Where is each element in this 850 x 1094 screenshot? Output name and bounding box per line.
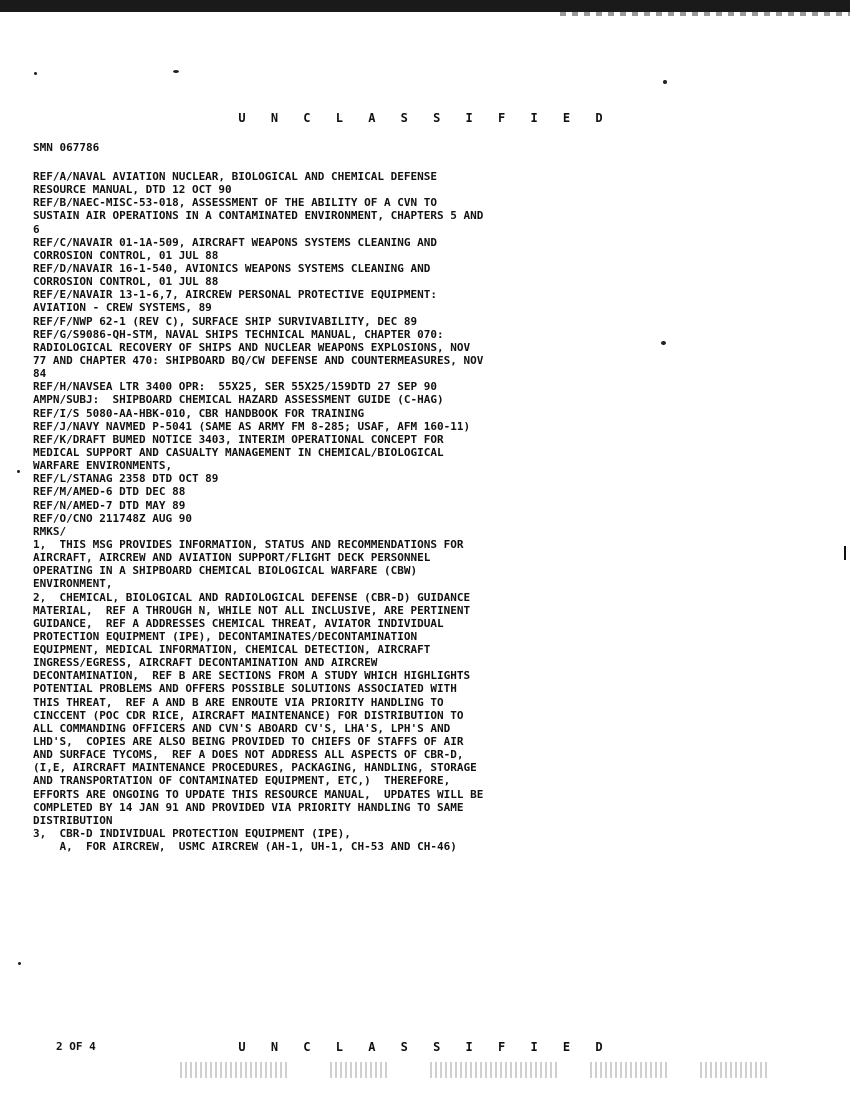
body-line: RADIOLOGICAL RECOVERY OF SHIPS AND NUCLEAR WEAPONS EXPLOSIONS, NOV <box>33 340 471 354</box>
body-line: ALL COMMANDING OFFICERS AND CVN'S ABOARD CV'S, LHA'S, LPH'S AND <box>33 721 451 735</box>
body-line: WARFARE ENVIRONMENTS, <box>33 459 173 473</box>
scan-top-edge <box>0 0 850 12</box>
body-line: ENVIRONMENT, <box>33 577 113 591</box>
body-line: REF/D/NAVAIR 16-1-540, AVIONICS WEAPONS SYSTEMS CLEANING AND <box>33 261 431 275</box>
classification-header: U N C L A S S I F I E D <box>238 111 612 125</box>
scan-margin-mark <box>844 546 846 560</box>
body-line: AND TRANSPORTATION OF CONTAMINATED EQUIPMENT, ETC,) THEREFORE, <box>33 774 451 788</box>
body-line: DECONTAMINATION, REF B ARE SECTIONS FROM A STUDY WHICH HIGHLIGHTS <box>33 669 471 683</box>
body-line: REF/N/AMED-7 DTD MAY 89 <box>33 498 186 512</box>
scan-speck <box>663 80 667 84</box>
body-line: REF/C/NAVAIR 01-1A-509, AIRCRAFT WEAPONS SYSTEMS CLEANING AND <box>33 235 437 249</box>
body-line: EQUIPMENT, MEDICAL INFORMATION, CHEMICAL DETECTION, AIRCRAFT <box>33 643 431 657</box>
body-line: A, FOR AIRCREW, USMC AIRCREW (AH-1, UH-1, CH-53 AND CH-46) <box>33 840 457 854</box>
body-line: OPERATING IN A SHIPBOARD CHEMICAL BIOLOGICAL WARFARE (CBW) <box>33 564 418 578</box>
body-line: CORROSION CONTROL, 01 JUL 88 <box>33 248 219 262</box>
body-line: REF/B/NAEC-MISC-53-018, ASSESSMENT OF THE ABILITY OF A CVN TO <box>33 196 437 210</box>
body-line: REF/M/AMED-6 DTD DEC 88 <box>33 485 186 499</box>
scan-speck <box>34 72 37 75</box>
body-line: REF/H/NAVSEA LTR 3400 OPR: 55X25, SER 55X25/159DTD 27 SEP 90 <box>33 380 437 394</box>
body-line: GUIDANCE, REF A ADDRESSES CHEMICAL THREAT, AVIATOR INDIVIDUAL <box>33 616 444 630</box>
body-line: POTENTIAL PROBLEMS AND OFFERS POSSIBLE SOLUTIONS ASSOCIATED WITH <box>33 682 457 696</box>
body-line: SUSTAIN AIR OPERATIONS IN A CONTAMINATED ENVIRONMENT, CHAPTERS 5 AND <box>33 209 484 223</box>
body-line: 3, CBR-D INDIVIDUAL PROTECTION EQUIPMENT (IPE), <box>33 827 351 841</box>
body-line: REF/G/S9086-QH-STM, NAVAL SHIPS TECHNICAL MANUAL, CHAPTER 070: <box>33 327 444 341</box>
body-line: REF/E/NAVAIR 13-1-6,7, AIRCREW PERSONAL PROTECTIVE EQUIPMENT: <box>33 288 437 302</box>
scan-noise <box>180 1062 290 1078</box>
body-line: AIRCRAFT, AIRCREW AND AVIATION SUPPORT/FLIGHT DECK PERSONNEL <box>33 551 431 565</box>
scan-speck <box>17 470 20 473</box>
body-line: RESOURCE MANUAL, DTD 12 OCT 90 <box>33 183 232 197</box>
body-line: INGRESS/EGRESS, AIRCRAFT DECONTAMINATION AND AIRCREW <box>33 656 378 670</box>
body-line: LHD'S, COPIES ARE ALSO BEING PROVIDED TO CHIEFS OF STAFFS OF AIR <box>33 735 464 749</box>
body-line: REF/K/DRAFT BUMED NOTICE 3403, INTERIM OPERATIONAL CONCEPT FOR <box>33 432 444 446</box>
body-line: AND SURFACE TYCOMS, REF A DOES NOT ADDRESS ALL ASPECTS OF CBR-D, <box>33 748 464 762</box>
body-line: 77 AND CHAPTER 470: SHIPBOARD BQ/CW DEFENSE AND COUNTERMEASURES, NOV <box>33 353 484 367</box>
body-line: 6 <box>33 222 40 236</box>
body-line: REF/J/NAVY NAVMED P-5041 (SAME AS ARMY FM 8-285; USAF, AFM 160-11) <box>33 419 471 433</box>
scan-speck <box>18 962 21 965</box>
scan-noise <box>330 1062 390 1078</box>
body-line: REF/L/STANAG 2358 DTD OCT 89 <box>33 472 219 486</box>
page-number: 2 OF 4 <box>56 1040 96 1053</box>
body-line: CINCCENT (POC CDR RICE, AIRCRAFT MAINTENANCE) FOR DISTRIBUTION TO <box>33 708 464 722</box>
body-line: COMPLETED BY 14 JAN 91 AND PROVIDED VIA PRIORITY HANDLING TO SAME <box>33 800 464 814</box>
body-line: 1, THIS MSG PROVIDES INFORMATION, STATUS AND RECOMMENDATIONS FOR <box>33 537 464 551</box>
scan-noise <box>700 1062 770 1078</box>
body-line: REF/O/CNO 211748Z AUG 90 <box>33 511 192 525</box>
body-line: RMKS/ <box>33 524 67 538</box>
message-serial-number: SMN 067786 <box>33 141 100 154</box>
body-line: THIS THREAT, REF A AND B ARE ENROUTE VIA PRIORITY HANDLING TO <box>33 695 444 709</box>
body-line: PROTECTION EQUIPMENT (IPE), DECONTAMINATES/DECONTAMINATION <box>33 629 418 643</box>
body-line: AVIATION - CREW SYSTEMS, 89 <box>33 301 212 315</box>
body-line: EFFORTS ARE ONGOING TO UPDATE THIS RESOURCE MANUAL, UPDATES WILL BE <box>33 787 484 801</box>
classification-footer: U N C L A S S I F I E D <box>238 1040 612 1054</box>
scan-speck <box>173 70 179 73</box>
body-line: (I,E, AIRCRAFT MAINTENANCE PROCEDURES, PACKAGING, HANDLING, STORAGE <box>33 761 477 775</box>
scan-noise <box>590 1062 670 1078</box>
body-line: 84 <box>33 367 47 381</box>
scan-noise <box>430 1062 560 1078</box>
scan-edge-noise <box>560 12 850 16</box>
body-line: 2, CHEMICAL, BIOLOGICAL AND RADIOLOGICAL DEFENSE (CBR-D) GUIDANCE <box>33 590 471 604</box>
body-line: REF/A/NAVAL AVIATION NUCLEAR, BIOLOGICAL AND CHEMICAL DEFENSE <box>33 170 437 183</box>
body-line: MEDICAL SUPPORT AND CASUALTY MANAGEMENT IN CHEMICAL/BIOLOGICAL <box>33 445 444 459</box>
body-line: DISTRIBUTION <box>33 813 113 827</box>
body-line: REF/I/S 5080-AA-HBK-010, CBR HANDBOOK FOR TRAINING <box>33 406 365 420</box>
body-line: MATERIAL, REF A THROUGH N, WHILE NOT ALL INCLUSIVE, ARE PERTINENT <box>33 603 471 617</box>
body-line: CORROSION CONTROL, 01 JUL 88 <box>33 275 219 289</box>
body-line: REF/F/NWP 62-1 (REV C), SURFACE SHIP SURVIVABILITY, DEC 89 <box>33 314 418 328</box>
body-line: AMPN/SUBJ: SHIPBOARD CHEMICAL HAZARD ASSESSMENT GUIDE (C-HAG) <box>33 393 444 407</box>
message-body <box>33 170 833 853</box>
